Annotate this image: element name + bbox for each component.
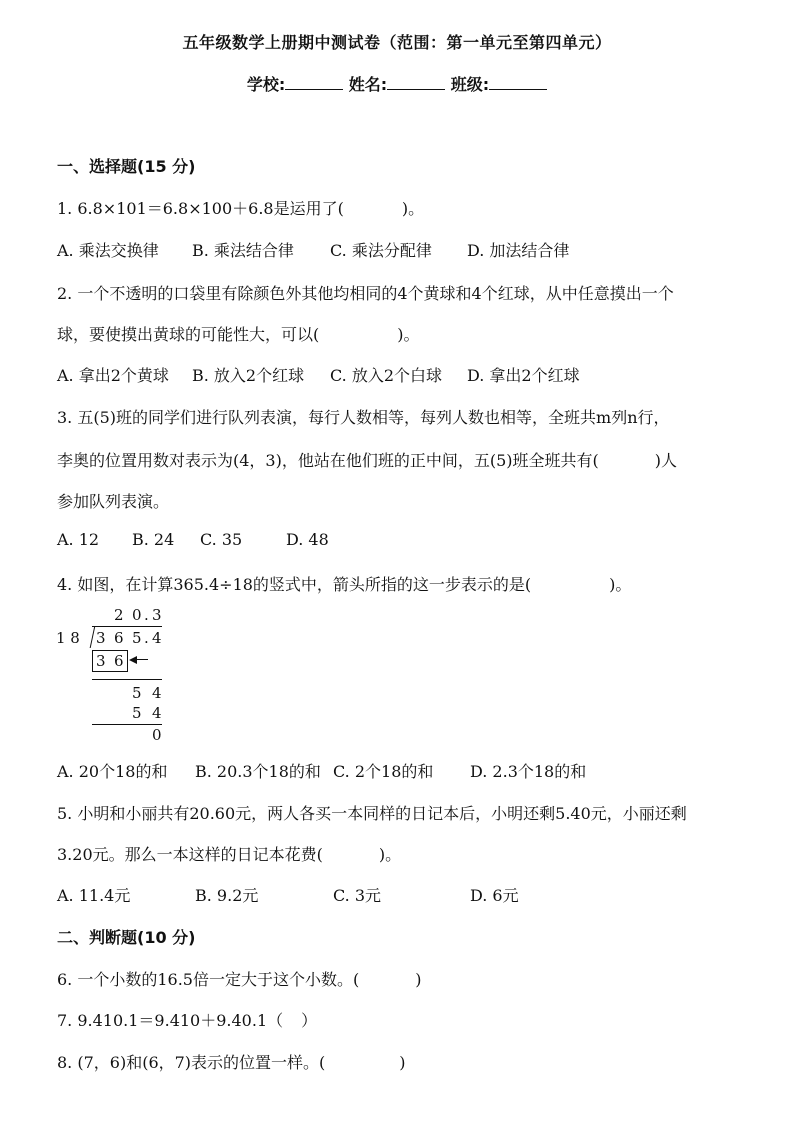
option-5c[interactable]: C. 3元 bbox=[333, 886, 382, 905]
question-4-options bbox=[57, 759, 777, 782]
option-4b[interactable]: B. 20.3个18的和 bbox=[195, 762, 321, 781]
option-2b[interactable]: B. 放入2个红球 bbox=[192, 366, 305, 385]
option-3d[interactable]: D. 48 bbox=[286, 530, 329, 549]
question-7: 7. 9.410.1＝9.410＋9.40.1（ ） bbox=[57, 1011, 318, 1030]
question-3-line-1: 3. 五(5)班的同学们进行队列表演，每行人数相等，每列人数也相等，全班共m列n行， bbox=[57, 408, 670, 427]
option-3c[interactable]: C. 35 bbox=[200, 530, 243, 549]
question-4: 4. 如图，在计算365.4÷18的竖式中，箭头所指的这一步表示的是( )。 bbox=[57, 575, 632, 594]
page-title: 五年级数学上册期中测试卷（范围：第一单元至第四单元） bbox=[182, 33, 612, 52]
question-1: 1. 6.8×101＝6.8×100＋6.8是运用了( )。 bbox=[57, 199, 425, 218]
question-2-line-2: 球，要使摸出黄球的可能性大，可以( )。 bbox=[57, 325, 420, 344]
remainder: 0 bbox=[152, 726, 162, 744]
school-label: 学校: bbox=[246, 75, 286, 94]
arrow-icon bbox=[129, 656, 137, 664]
section-judge-title: 二、判断题(10 分) bbox=[57, 928, 196, 947]
divisor: 1 8 bbox=[56, 629, 80, 647]
option-3a[interactable]: A. 12 bbox=[57, 530, 100, 549]
option-1c[interactable]: C. 乘法分配律 bbox=[330, 241, 432, 260]
option-2d[interactable]: D. 拿出2个红球 bbox=[467, 366, 580, 385]
quotient-digit: 2 bbox=[114, 606, 124, 624]
quotient-digit: 3 bbox=[152, 606, 162, 624]
option-2a[interactable]: A. 拿出2个黄球 bbox=[57, 366, 169, 385]
name-blank[interactable] bbox=[387, 75, 445, 90]
quotient-digit: 0 bbox=[132, 606, 142, 624]
question-6: 6. 一个小数的16.5倍一定大于这个小数。( ) bbox=[57, 970, 422, 989]
subtraction-line bbox=[92, 724, 162, 725]
dividend-digit: 5 bbox=[132, 629, 142, 647]
dividend-digit: . bbox=[144, 629, 149, 647]
option-5d[interactable]: D. 6元 bbox=[470, 886, 519, 905]
name-label: 姓名: bbox=[348, 75, 388, 94]
question-3-line-2: 李奥的位置用数对表示为(4，3)，他站在他们班的正中间，五(5)班全班共有( )人 bbox=[57, 451, 678, 470]
step-digit: 4 bbox=[152, 684, 162, 702]
option-4a[interactable]: A. 20个18的和 bbox=[57, 762, 168, 781]
question-3-options bbox=[57, 530, 777, 549]
dividend-digit: 4 bbox=[152, 629, 162, 647]
option-5a[interactable]: A. 11.4元 bbox=[57, 886, 131, 905]
option-4d[interactable]: D. 2.3个18的和 bbox=[470, 762, 587, 781]
step-digit: 6 bbox=[114, 652, 124, 670]
student-info-line bbox=[0, 72, 794, 95]
section-choice-title: 一、选择题(15 分) bbox=[57, 157, 196, 176]
option-1a[interactable]: A. 乘法交换律 bbox=[57, 241, 159, 260]
dividend-digit: 6 bbox=[114, 629, 124, 647]
division-bracket bbox=[90, 626, 96, 648]
step-digit: 5 bbox=[132, 684, 142, 702]
arrow-shaft bbox=[134, 659, 148, 660]
quotient-digit: . bbox=[144, 606, 149, 624]
question-3-line-3: 参加队列表演。 bbox=[57, 492, 170, 511]
question-2-line-1: 2. 一个不透明的口袋里有除颜色外其他均相同的4个黄球和4个红球，从中任意摸出一个 bbox=[57, 284, 674, 303]
question-2-options bbox=[57, 363, 777, 386]
question-8: 8. (7，6)和(6，7)表示的位置一样。( ) bbox=[57, 1053, 406, 1072]
subtraction-line bbox=[92, 679, 162, 680]
question-5-line-2: 3.20元。那么一本这样的日记本花费( )。 bbox=[57, 845, 402, 864]
option-3b[interactable]: B. 24 bbox=[132, 530, 175, 549]
option-1d[interactable]: D. 加法结合律 bbox=[467, 241, 570, 260]
option-1b[interactable]: B. 乘法结合律 bbox=[192, 241, 294, 260]
step-digit: 5 bbox=[132, 704, 142, 722]
school-blank[interactable] bbox=[285, 75, 343, 90]
question-1-options bbox=[57, 238, 777, 261]
dividend-digit: 3 bbox=[96, 629, 106, 647]
division-bar bbox=[92, 626, 162, 627]
class-label: 班级: bbox=[450, 75, 490, 94]
step-digit: 4 bbox=[152, 704, 162, 722]
class-blank[interactable] bbox=[489, 75, 547, 90]
question-5-options bbox=[57, 883, 777, 906]
step-digit: 3 bbox=[96, 652, 106, 670]
long-division-figure bbox=[52, 604, 182, 744]
option-2c[interactable]: C. 放入2个白球 bbox=[330, 366, 443, 385]
option-5b[interactable]: B. 9.2元 bbox=[195, 886, 259, 905]
option-4c[interactable]: C. 2个18的和 bbox=[333, 762, 434, 781]
question-5-line-1: 5. 小明和小丽共有20.60元，两人各买一本同样的日记本后，小明还剩5.40元，小丽还剩 bbox=[57, 804, 687, 823]
